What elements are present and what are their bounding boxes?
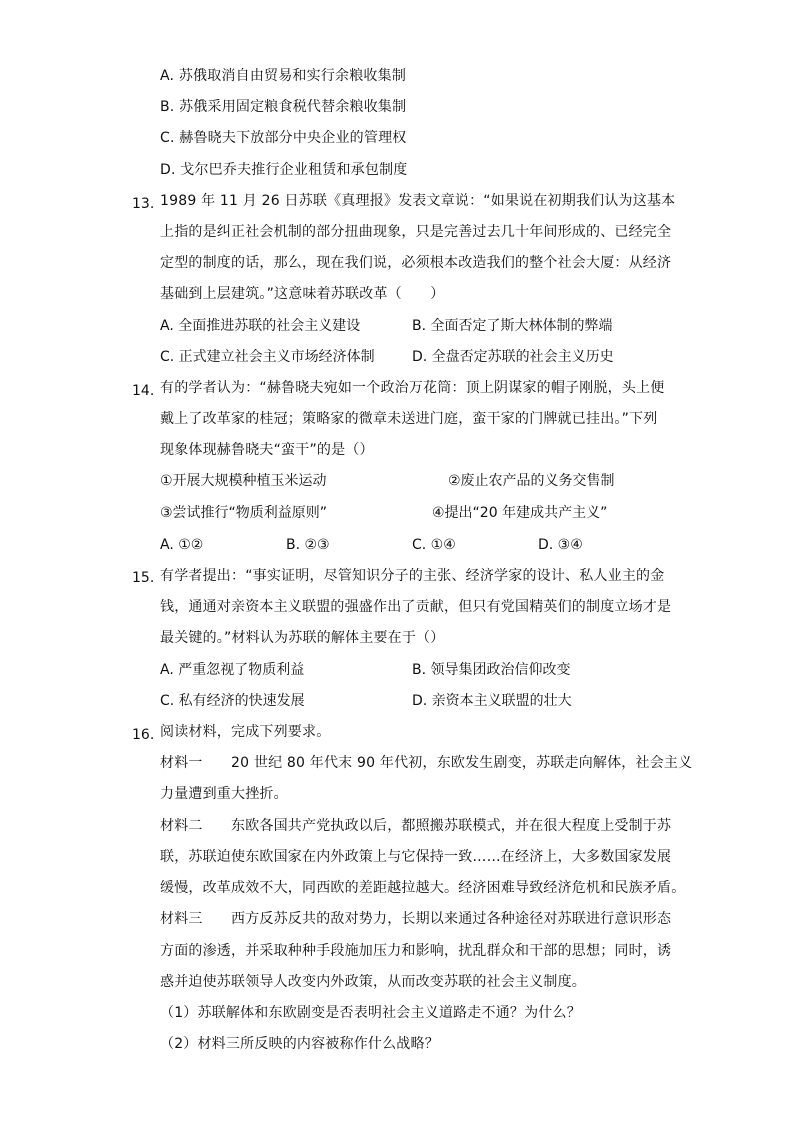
q14-item-3: ③尝试推行“物质利益原则”	[160, 505, 328, 521]
q16-material-line: 材料二 东欧各国共产党执政以后，都照搬苏联模式，并在很大程度上受制于苏	[160, 818, 672, 834]
q14-option-d: D. ③④	[538, 537, 583, 553]
q16-material-line: 材料一 20 世纪 80 年代末 90 年代初，东欧发生剧变，苏联走向解体，社会主义	[160, 755, 693, 771]
q15-number: 15.	[132, 570, 155, 586]
q13-number: 13.	[132, 196, 155, 212]
q15-option-d: D. 亲资本主义联盟的壮大	[412, 693, 572, 709]
q14-option-a: A. ①②	[160, 537, 204, 553]
q12-option-b: B. 苏俄采用固定粮食税代替余粮收集制	[160, 99, 407, 115]
q13-option-a: A. 全面推进苏联的社会主义建设	[160, 318, 361, 334]
q13-stem-line: 1989 年 11 月 26 日苏联《真理报》发表文章说：“如果说在初期我们认为这基本	[160, 193, 676, 209]
q16-material-line: 惑并迫使苏联领导人改变内外政策，从而改变苏联的社会主义制度。	[160, 974, 586, 990]
q13-stem-line: 基础到上层建筑。”这意味着苏联改革（ ）	[160, 286, 445, 302]
q12-option-d: D. 戈尔巴乔夫推行企业租赁和承包制度	[160, 162, 408, 178]
q14-stem-line: 有的学者认为：“赫鲁晓夫宛如一个政治万花筒：顶上阴谋家的帽子刚脱，头上便	[160, 380, 665, 396]
q13-stem-line: 定型的制度的话，那么，现在我们说，必须根本改造我们的整个社会大厦：从经济	[160, 255, 672, 271]
q15-option-c: C. 私有经济的快速发展	[160, 693, 305, 709]
q13-stem-line: 上指的是纠正社会机制的部分扭曲现象，只是完善过去几十年间形成的、已经完全	[160, 224, 672, 240]
q13-option-d: D. 全盘否定苏联的社会主义历史	[412, 349, 614, 365]
q14-number: 14.	[132, 383, 155, 399]
q16-material-line: 联，苏联迫使东欧国家在内外政策上与它保持一致……在经济上，大多数国家发展	[160, 849, 672, 865]
q13-option-b: B. 全面否定了斯大林体制的弊端	[412, 318, 613, 334]
q15-option-b: B. 领导集团政治信仰改变	[412, 662, 571, 678]
q14-item-2: ②废止农产品的义务交售制	[448, 473, 615, 489]
q12-option-c: C. 赫鲁晓夫下放部分中央企业的管理权	[160, 130, 407, 146]
q16-intro: 阅读材料，完成下列要求。	[160, 724, 331, 740]
q14-stem-line: 戴上了改革家的桂冠；策略家的微章未送进门庭，蛮干家的门牌就已挂出。”下列	[160, 411, 658, 427]
q15-option-a: A. 严重忽视了物质利益	[160, 662, 305, 678]
q14-option-b: B. ②③	[286, 537, 330, 553]
q16-material-line: 方面的渗透，并采取种种手段施加压力和影响，扰乱群众和干部的思想；同时，诱	[160, 943, 672, 959]
q16-material-line: 材料三 西方反苏反共的敌对势力，长期以来通过各种途径对苏联进行意识形态	[160, 911, 672, 927]
q16-material-line: 缓慢，改革成效不大，同西欧的差距越拉越大。经济困难导致经济危机和民族矛盾。	[160, 880, 686, 896]
q16-material-line: 力量遭到重大挫折。	[160, 786, 288, 802]
q15-stem-line: 有学者提出：“事实证明，尽管知识分子的主张、经济学家的设计、私人业主的金	[160, 568, 665, 584]
q16-number: 16.	[132, 727, 155, 743]
q15-stem-line: 最关键的。”材料认为苏联的解体主要在于（）	[160, 630, 445, 646]
q14-option-c: C. ①④	[412, 537, 456, 553]
q14-item-4: ④提出“20 年建成共产主义”	[432, 505, 608, 521]
q13-option-c: C. 正式建立社会主义市场经济体制	[160, 349, 375, 365]
q16-question-1: （1）苏联解体和东欧剧变是否表明社会主义道路走不通？为什么？	[160, 1005, 581, 1021]
q12-option-a: A. 苏俄取消自由贸易和实行余粮收集制	[160, 68, 407, 84]
q16-question-2: （2）材料三所反映的内容被称作什么战略？	[160, 1036, 439, 1052]
q15-stem-line: 钱，通通对亲资本主义联盟的强盛作出了贡献，但只有党国精英们的制度立场才是	[160, 599, 672, 615]
q14-item-1: ①开展大规模种植玉米运动	[160, 473, 327, 489]
q14-stem-line: 现象体现赫鲁晓夫“蛮干”的是（）	[160, 442, 374, 458]
